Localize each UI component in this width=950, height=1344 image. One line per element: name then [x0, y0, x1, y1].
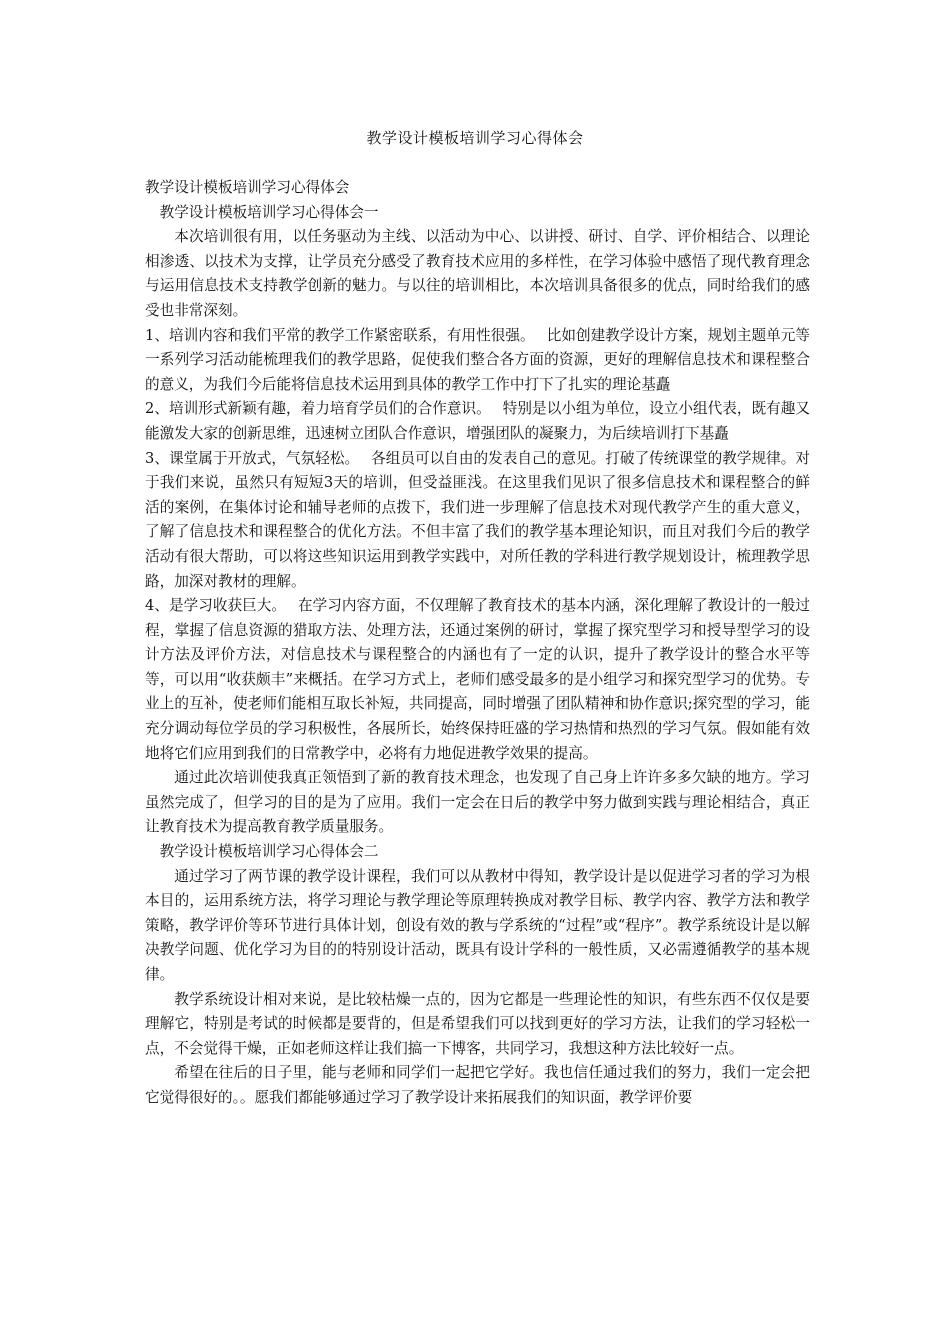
body-paragraph: 希望在往后的日子里，能与老师和同学们一起把它学好。我也信任通过我们的努力，我们一定会把它觉得很好的。。愿我们都能够通过学习了教学设计来拓展我们的知识面，教学评价要 [145, 1064, 810, 1106]
body-paragraph: 通过此次培训使我真正领悟到了新的教育技术理念，也发现了自己身上许许多多欠缺的地方。学习虽然完成了，但学习的目的是为了应用。我们一定会在日后的教学中努力做到实践与理论相结合，真正让教育技术为提高教育教学质量服务。 [145, 769, 810, 836]
subheading-part-one: 教学设计模板培训学习心得体会一 [159, 203, 379, 221]
section-heading: 教学设计模板培训学习心得体会 [145, 179, 350, 196]
body-paragraph: 通过学习了两节课的教学设计课程，我们可以从教材中得知，教学设计是以促进学习者的学习为根本目的，运用系统方法，将学习理论与教学理论等原理转换成对教学目标、教学内容、教学方法和教学策略，教学评价等环节进行具体计划，创设有效的教与学系统的“过程”或“程序”。教学系统设计是以解决教学问题、优化学习为目的的特别设计活动，既具有设计学科的一般性质，又必需遵循教学的基本规律。 [145, 867, 810, 983]
numbered-paragraph-2: 2、培训形式新颖有趣，着力培育学员们的合作意识。 特别是以小组为单位，设立小组代表，既有趣又能激发大家的创新思维，迅速树立团队合作意识，增强团队的凝聚力，为后续培训打下基矗 [145, 400, 810, 442]
document-body [145, 176, 810, 1111]
body-paragraph: 教学系统设计相对来说，是比较枯燥一点的，因为它都是一些理论性的知识，有些东西不仅仅是要理解它，特别是考试的时候都是要背的，但是希望我们可以找到更好的学习方法，让我们的学习轻松一点，不会觉得干燥，正如老师这样让我们搞一下博客，共同学习，我想这种方法比较好一点。 [145, 990, 810, 1057]
numbered-paragraph-3: 3、课堂属于开放式，气氛轻松。 各组员可以自由的发表自己的意见。打破了传统课堂的教学规律。对于我们来说，虽然只有短短3天的培训，但受益匪浅。在这里我们见识了很多信息技术和课程整合的鲜活的案例，在集体讨论和辅导老师的点拨下，我们进一步理解了信息技术对现代教学产生的重大意义，了解了信息技术和课程整合的优化方法。不但丰富了我们的教学基本理论知识，而且对我们今后的教学活动有很大帮助，可以将这些知识运用到教学实践中，对所任教的学科进行教学规划设计，梳理教学思路，加深对教材的理解。 [145, 449, 810, 590]
subheading-part-two: 教学设计模板培训学习心得体会二 [159, 843, 379, 861]
numbered-paragraph-4: 4、是学习收获巨大。 在学习内容方面，不仅理解了教育技术的基本内涵，深化理解了教设计的一般过程，掌握了信息资源的猎取方法、处理方法，还通过案例的研讨，掌握了探究型学习和授导型学习的设计方法及评价方法，对信息技术与课程整合的内涵也有了一定的认识，提升了教学设计的整合水平等等，可以用“收获颇丰”来概括。在学习方式上，老师们感受最多的是小组学习和探究型学习的优势。专业上的互补，使老师们能相互取长补短，共同提高，同时增强了团队精神和协作意识;探究型的学习，能充分调动每位学员的学习积极性，各展所长，始终保持旺盛的学习热情和热烈的学习气氛。假如能有效地将它们应用到我们的日常教学中，必将有力地促进教学效果的提高。 [145, 597, 810, 762]
document-title: 教学设计模板培训学习心得体会 [366, 129, 584, 147]
body-paragraph: 本次培训很有用，以任务驱动为主线、以活动为中心、以讲授、研讨、自学、评价相结合、以理论相渗透、以技术为支撑，让学员充分感受了教育技术应用的多样性，在学习体验中感悟了现代教育理念与运用信息技术支持教学创新的魅力。与以往的培训相比，本次培训具备很多的优点，同时给我们的感受也非常深刻。 [145, 228, 810, 319]
numbered-paragraph-1: 1、培训内容和我们平常的教学工作紧密联系，有用性很强。 比如创建教学设计方案，规划主题单元等一系列学习活动能梳理我们的教学思路，促使我们整合各方面的资源，更好的理解信息技术和课程整合的意义，为我们今后能将信息技术运用到具体的教学工作中打下了扎实的理论基矗 [145, 326, 810, 393]
